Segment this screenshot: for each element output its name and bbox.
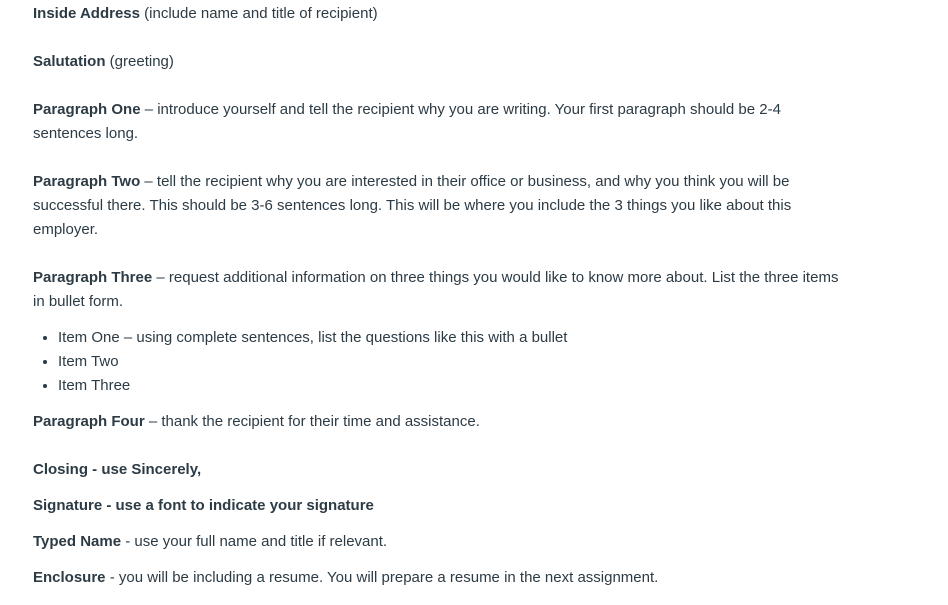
salutation-text: (greeting) bbox=[105, 53, 174, 70]
paragraph-two-text: – tell the recipient why you are interested in their office or business, and why you think you will be successful there. This should be 3-6 sentences long. This will be where you include the 3 things you like about this employer. bbox=[33, 173, 792, 238]
enclosure-heading: Enclosure bbox=[33, 569, 106, 586]
typed-name-paragraph bbox=[33, 530, 853, 554]
questions-bullet-list bbox=[33, 326, 853, 398]
inside-address-text: (include name and title of recipient) bbox=[139, 5, 378, 22]
paragraph-one-heading: Paragraph One bbox=[33, 101, 141, 118]
paragraph-two bbox=[33, 170, 853, 242]
inside-address-paragraph bbox=[33, 2, 853, 26]
paragraph-three-text: – request additional information on three things you would like to know more about. List the three items in bullet form. bbox=[33, 269, 839, 310]
paragraph-four-text: – thank the recipient for their time and assistance. bbox=[144, 413, 480, 430]
paragraph-one bbox=[33, 98, 853, 146]
signature-paragraph bbox=[33, 494, 853, 518]
paragraph-one-text: – introduce yourself and tell the recipient why you are writing. Your first paragraph should be 2-4 sentences long. bbox=[33, 101, 781, 142]
paragraph-four-heading: Paragraph Four bbox=[33, 413, 145, 430]
typed-name-heading: Typed Name bbox=[33, 533, 122, 550]
paragraph-four bbox=[33, 410, 853, 434]
closing-heading: Closing - use Sincerely, bbox=[33, 461, 202, 478]
paragraph-three-heading: Paragraph Three bbox=[33, 269, 153, 286]
enclosure-text: - you will be including a resume. You will prepare a resume in the next assignment. bbox=[105, 569, 659, 586]
signature-heading: Signature - use a font to indicate your signature bbox=[33, 497, 374, 514]
salutation-paragraph bbox=[33, 50, 853, 74]
inside-address-heading: Inside Address bbox=[33, 5, 140, 22]
closing-paragraph bbox=[33, 458, 853, 482]
list-item: • Item One – using complete sentences, list the questions like this with a bullet bbox=[58, 326, 853, 350]
list-item: • Item Two bbox=[58, 350, 853, 374]
list-item: • Item Three bbox=[58, 374, 853, 398]
paragraph-three bbox=[33, 266, 853, 314]
paragraph-two-heading: Paragraph Two bbox=[33, 173, 141, 190]
enclosure-paragraph bbox=[33, 566, 853, 590]
typed-name-text: - use your full name and title if relevant. bbox=[121, 533, 388, 550]
salutation-heading: Salutation bbox=[33, 53, 106, 70]
